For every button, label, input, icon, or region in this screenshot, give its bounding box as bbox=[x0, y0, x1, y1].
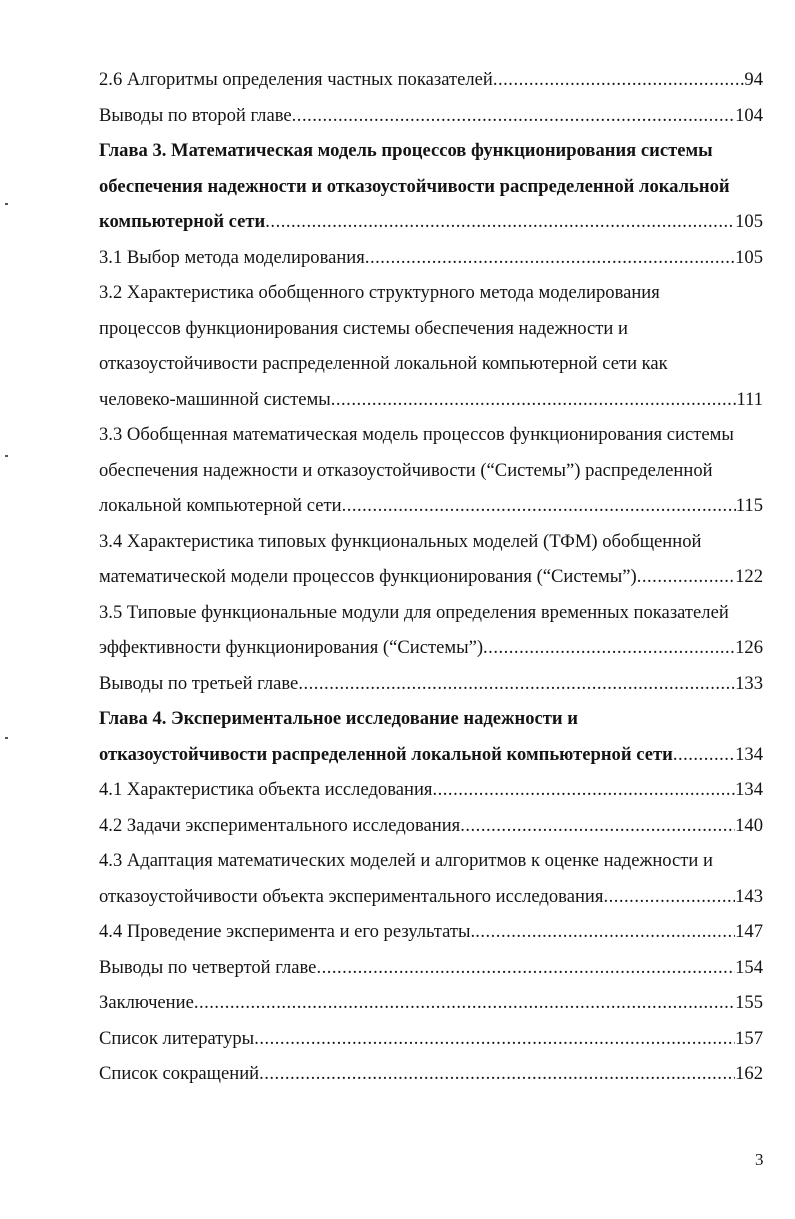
toc-entry-title: 2.6 Алгоритмы определения частных показателей bbox=[99, 69, 493, 90]
leader-dots bbox=[265, 204, 735, 240]
leader-dots bbox=[194, 985, 735, 1021]
toc-entry-3-5-line[interactable]: 3.5 Типовые функциональные модули для определения временных показателей bbox=[99, 601, 729, 623]
toc-entry-title: Заключение bbox=[99, 992, 194, 1013]
leader-dots bbox=[460, 808, 735, 844]
toc-entry-3-3-line[interactable]: 3.3 Обобщенная математическая модель процессов функционирования системы bbox=[99, 424, 734, 445]
toc-entry-page: 133 bbox=[735, 672, 763, 694]
toc-entry-3-4[interactable] bbox=[99, 559, 763, 595]
toc-entry-page: 104 bbox=[735, 104, 763, 126]
scan-margin-mark bbox=[5, 203, 8, 205]
toc-entry-4-2[interactable] bbox=[99, 808, 763, 844]
toc-entry-conclusions-ch4[interactable] bbox=[99, 950, 763, 986]
toc-entry-page: 143 bbox=[735, 885, 763, 907]
leader-dots bbox=[292, 98, 735, 134]
scan-margin-mark bbox=[5, 737, 8, 739]
toc-entry-3-5[interactable] bbox=[99, 630, 763, 666]
toc-entry-4-3[interactable] bbox=[99, 879, 763, 915]
toc-entry-title: 4.2 Задачи экспериментального исследования bbox=[99, 814, 461, 836]
toc-entry-chapter-3[interactable] bbox=[99, 204, 763, 240]
toc-entry-3-4-line[interactable]: 3.4 Характеристика типовых функциональных моделей (ТФМ) обобщенной bbox=[99, 530, 702, 552]
leader-dots bbox=[432, 772, 735, 808]
toc-entry-title: 4.4 Проведение эксперимента и его результаты. bbox=[99, 921, 476, 942]
toc-entry-title: отказоустойчивости распределенной локальной компьютерной сети bbox=[99, 743, 673, 765]
toc-entry-4-3-line[interactable]: 4.3 Адаптация математических моделей и алгоритмов к оценке надежности и bbox=[99, 850, 713, 871]
toc-entry-title: Выводы по четвертой главе bbox=[99, 956, 317, 978]
leader-dots bbox=[331, 382, 737, 418]
leader-dots bbox=[259, 1056, 735, 1092]
toc-entry-title: 3.1 Выбор метода моделирования bbox=[99, 246, 365, 268]
chapter-3-title-line[interactable]: Глава 3. Математическая модель процессов функционирования системы bbox=[99, 140, 713, 161]
scan-margin-mark bbox=[5, 455, 8, 457]
toc-entry-conclusion[interactable] bbox=[99, 985, 763, 1021]
toc-entry-3-3[interactable] bbox=[99, 488, 763, 524]
leader-dots bbox=[493, 62, 745, 98]
toc-entry-abbreviations[interactable] bbox=[99, 1056, 763, 1092]
toc-entry-page: 111 bbox=[736, 388, 763, 410]
toc-entry-conclusions-ch3[interactable] bbox=[99, 666, 763, 702]
leader-dots bbox=[637, 559, 735, 595]
toc-entry-page: 157 bbox=[735, 1027, 763, 1049]
leader-dots bbox=[342, 488, 736, 524]
toc-entry-4-4[interactable] bbox=[99, 914, 763, 950]
toc-entry-page: 134 bbox=[735, 743, 763, 765]
toc-entry-page: 105 bbox=[735, 246, 763, 268]
toc-entry-3-2[interactable] bbox=[99, 382, 763, 418]
toc-entry-3-3-line[interactable]: обеспечения надежности и отказоустойчивости (“Системы”) распределенной bbox=[99, 459, 713, 481]
leader-dots bbox=[298, 666, 735, 702]
toc-entry-page: 94 bbox=[744, 69, 763, 90]
toc-entry-title: человеко-машинной системы bbox=[99, 388, 331, 410]
toc-entry-3-2-line[interactable]: отказоустойчивости распределенной локальной компьютерной сети как bbox=[99, 353, 668, 374]
toc-entry-page: 154 bbox=[735, 956, 763, 978]
page-number: 3 bbox=[755, 1150, 764, 1169]
chapter-4-title-line[interactable]: Глава 4. Экспериментальное исследование надежности и bbox=[99, 708, 578, 729]
toc-entry-title: отказоустойчивости объекта экспериментального исследования bbox=[99, 885, 604, 907]
leader-dots bbox=[603, 879, 735, 915]
toc-entry-3-1[interactable] bbox=[99, 240, 763, 276]
toc-entry-4-1[interactable] bbox=[99, 772, 763, 808]
toc-entry-page: 134 bbox=[735, 779, 763, 800]
leader-dots bbox=[483, 630, 735, 666]
toc-entry-page: 147 bbox=[735, 921, 763, 942]
leader-dots bbox=[475, 914, 735, 950]
table-of-contents bbox=[99, 62, 763, 1092]
toc-entry-page: 105 bbox=[735, 211, 763, 232]
toc-entry-title: локальной компьютерной сети bbox=[99, 495, 342, 516]
toc-entry-page: 140 bbox=[735, 814, 763, 836]
leader-dots bbox=[673, 737, 735, 773]
toc-entry-references[interactable] bbox=[99, 1021, 763, 1057]
toc-entry-page: 155 bbox=[735, 992, 763, 1013]
toc-entry-title: 4.1 Характеристика объекта исследования bbox=[99, 779, 433, 800]
toc-entry-title: Выводы по второй главе bbox=[99, 104, 292, 126]
toc-entry-page: 126 bbox=[735, 637, 763, 658]
toc-entry-chapter-4[interactable] bbox=[99, 737, 763, 773]
toc-entry-2-6[interactable] bbox=[99, 62, 763, 98]
toc-entry-title: Выводы по третьей главе bbox=[99, 672, 299, 694]
chapter-3-title-line[interactable]: обеспечения надежности и отказоустойчивости распределенной локальной bbox=[99, 175, 730, 197]
toc-entry-3-2-line[interactable]: процессов функционирования системы обеспечения надежности и bbox=[99, 317, 628, 339]
toc-entry-title: эффективности функционирования (“Системы”) bbox=[99, 637, 484, 658]
toc-entry-conclusions-ch2[interactable] bbox=[99, 98, 763, 134]
toc-entry-title: компьютерной сети bbox=[99, 211, 266, 232]
toc-entry-3-2-line[interactable]: 3.2 Характеристика обобщенного структурного метода моделирования bbox=[99, 282, 660, 303]
toc-entry-title: математической модели процессов функционирования (“Системы”) bbox=[99, 566, 637, 587]
toc-entry-title: Список сокращений bbox=[99, 1063, 260, 1084]
toc-entry-page: 162 bbox=[735, 1063, 763, 1084]
toc-entry-title: Список литературы bbox=[99, 1027, 255, 1049]
leader-dots bbox=[316, 950, 735, 986]
toc-entry-page: 122 bbox=[735, 566, 763, 587]
leader-dots bbox=[365, 240, 735, 276]
leader-dots bbox=[254, 1021, 735, 1057]
toc-entry-page: 115 bbox=[735, 495, 763, 516]
